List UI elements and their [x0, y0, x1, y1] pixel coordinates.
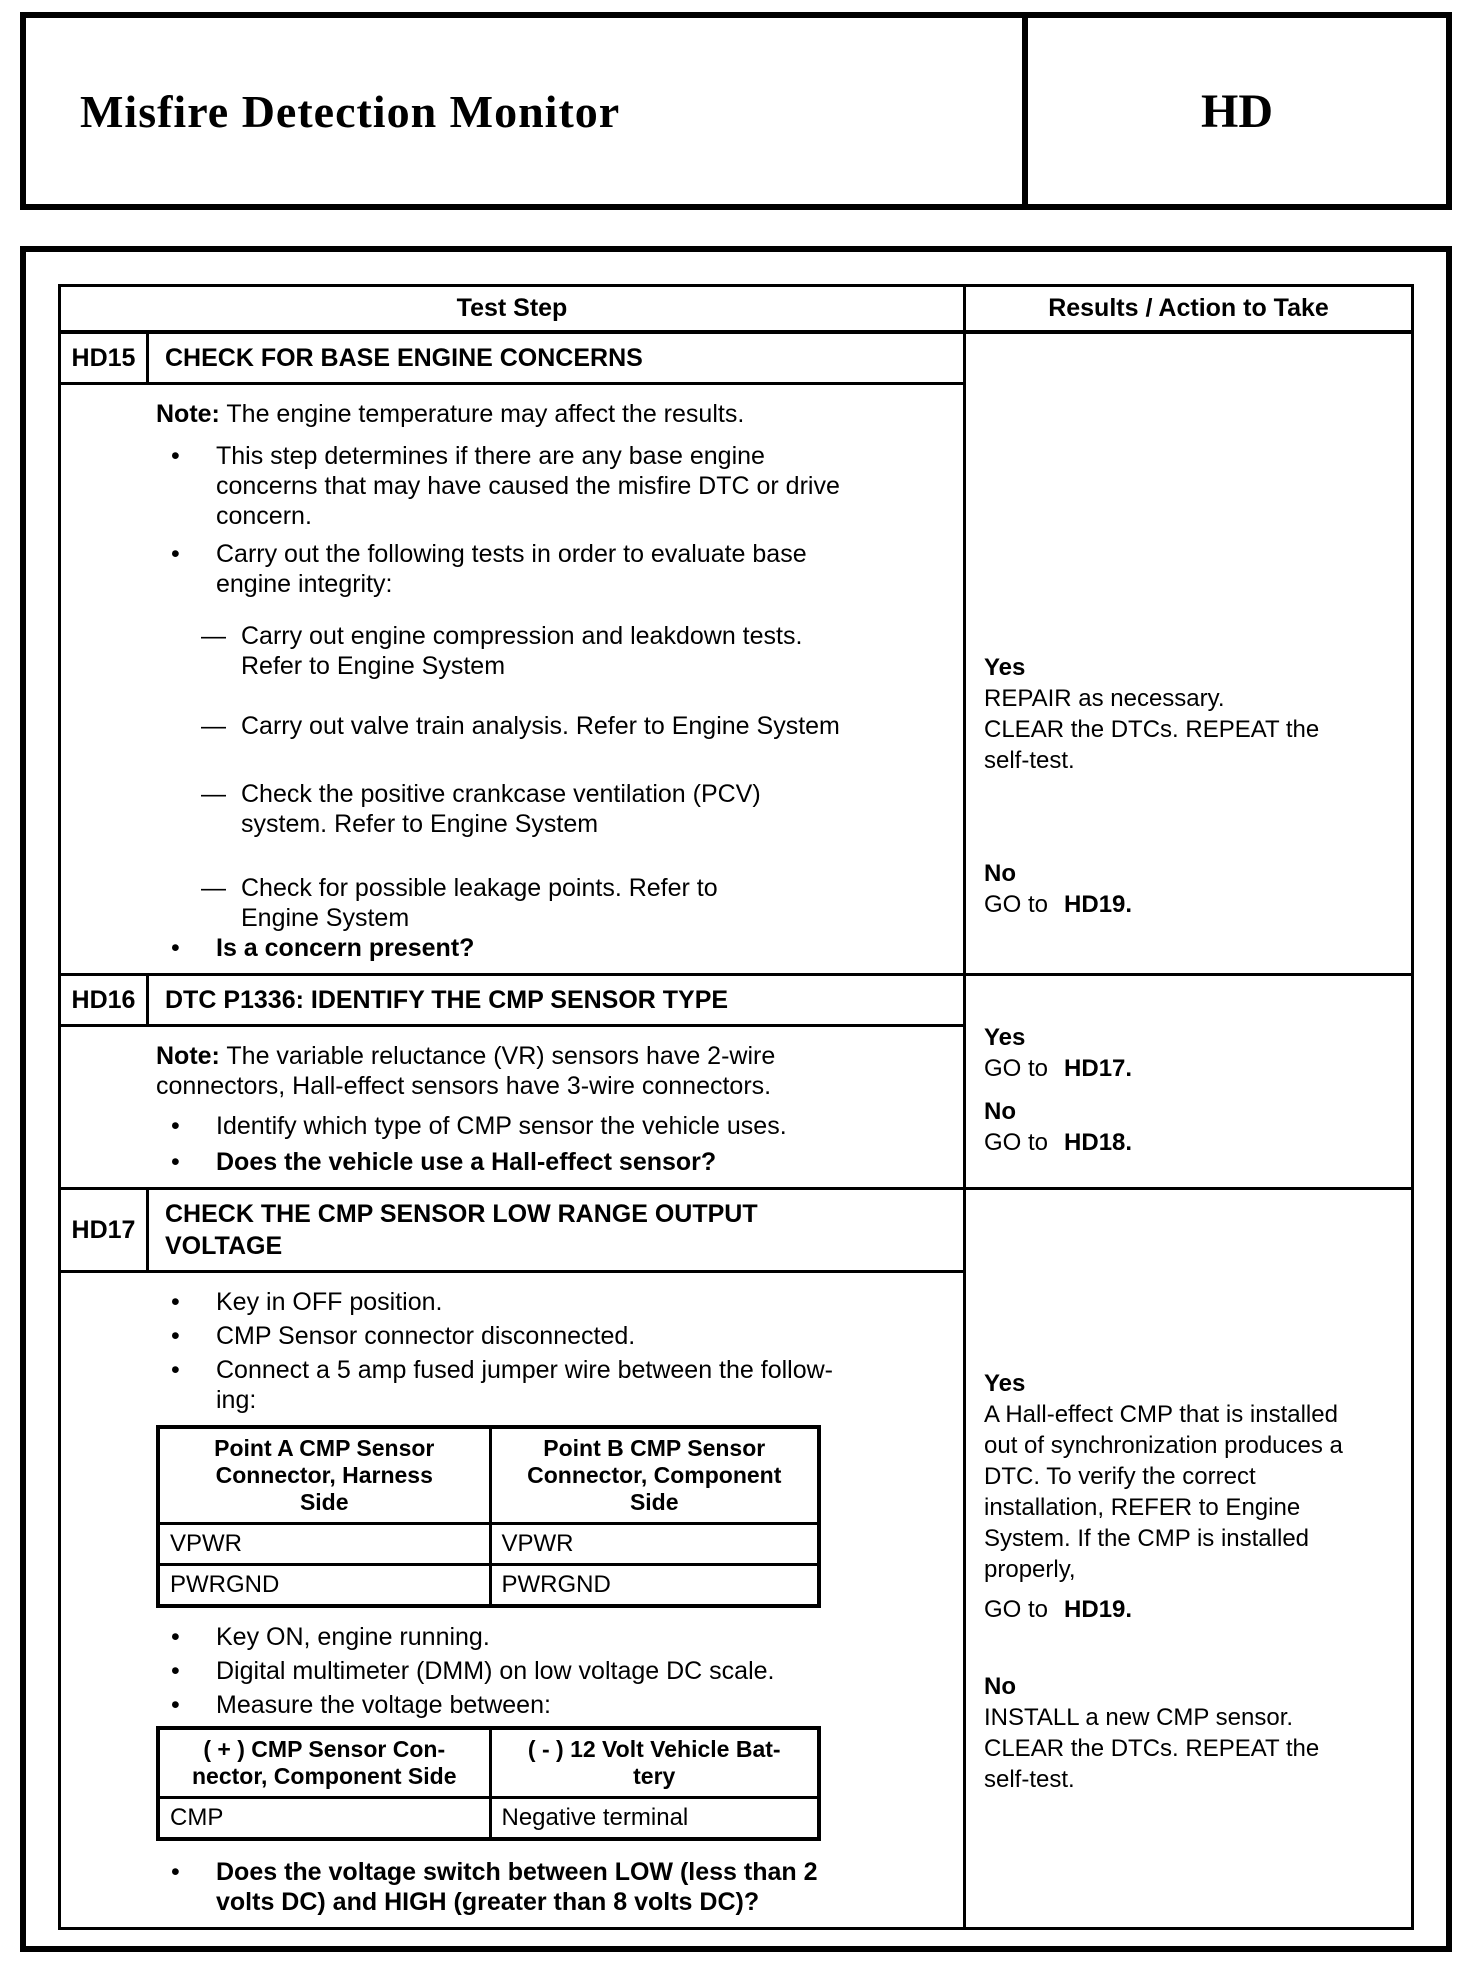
step-title: CHECK FOR BASE ENGINE CONCERNS	[165, 344, 643, 372]
bullet-icon: •	[171, 1858, 180, 1886]
goto-line	[984, 889, 1399, 920]
dash-item: — Carry out engine compression and leakdown tests. Refer to Engine System	[201, 622, 803, 680]
question-text: Does the vehicle use a Hall-effect sensor?	[216, 1148, 717, 1176]
dash-item: — Carry out valve train analysis. Refer to Engine System	[201, 712, 840, 740]
inner-table-header-row	[160, 1730, 817, 1796]
yes-action-line: A Hall-effect CMP that is installed	[984, 1401, 1338, 1428]
dash-icon: —	[201, 622, 226, 650]
bullet-item: • This step determines if there are any base engine concerns that may have caused the misfire DTC or drive concern.	[171, 442, 840, 530]
test-step-cell	[61, 976, 963, 1187]
step-header	[61, 334, 963, 385]
bullet-icon: •	[171, 1288, 180, 1316]
yes-label: Yes	[984, 654, 1026, 681]
question-bullet: • Does the voltage switch between LOW (less than 2 volts DC) and HIGH (greater than 8 volts DC)?	[171, 1858, 818, 1916]
voltage-measure-table	[156, 1726, 821, 1841]
bullet-icon: •	[171, 934, 180, 962]
no-label: No	[984, 860, 1016, 887]
main-frame	[20, 246, 1452, 1952]
column-header-test-step: Test Step	[456, 294, 568, 322]
bullet-item: • Measure the voltage between:	[171, 1691, 551, 1719]
bullet-item: • Carry out the following tests in order to evaluate base engine integrity:	[171, 540, 807, 598]
yes-action-line: properly,	[984, 1556, 1076, 1583]
step-section-hd15	[61, 334, 1411, 973]
yes-action-line: REPAIR as necessary.	[984, 685, 1225, 712]
no-action-line: self-test.	[984, 1766, 1075, 1793]
yes-action-line: System. If the CMP is installed	[984, 1525, 1310, 1552]
test-step-cell	[61, 1190, 963, 1927]
inner-table-cell: Negative terminal	[489, 1799, 818, 1837]
note-text: connectors, Hall-effect sensors have 3-wire connectors.	[156, 1072, 772, 1100]
dash-icon: —	[201, 874, 226, 902]
jumper-wire-table	[156, 1425, 821, 1608]
inner-table-row	[160, 1522, 817, 1563]
page-header	[20, 12, 1452, 210]
note	[156, 1041, 896, 1101]
no-label: No	[984, 1673, 1016, 1700]
step-body	[61, 1027, 963, 1187]
note-label: Note:	[156, 1042, 220, 1070]
column-header-results: Results / Action to Take	[963, 287, 1411, 330]
dash-item: — Check for possible leakage points. Refer to Engine System	[201, 874, 718, 932]
test-step-cell	[61, 334, 963, 973]
inner-table-header-cell: ( + ) CMP Sensor Con- nector, Component Side	[191, 1736, 457, 1789]
no-label: No	[984, 1098, 1016, 1125]
question-bullet	[171, 1147, 957, 1177]
inner-table-header-cell: Point A CMP Sensor Connector, Harness Side	[214, 1435, 435, 1515]
goto-target: HD17.	[1064, 1055, 1133, 1082]
yes-action-line: installation, REFER to Engine	[984, 1494, 1301, 1521]
page-header-title-cell	[26, 18, 1022, 204]
inner-table-row	[160, 1563, 817, 1604]
goto-line	[984, 1127, 1399, 1158]
note	[156, 399, 896, 429]
goto-target: HD18.	[1064, 1129, 1133, 1156]
goto-prefix: GO to	[984, 1129, 1049, 1156]
dash-icon: —	[201, 712, 226, 740]
goto-line	[984, 1594, 1399, 1625]
step-body	[61, 385, 963, 973]
goto-line	[984, 1053, 1399, 1084]
question-text: Is a concern present?	[216, 934, 475, 962]
yes-label: Yes	[984, 1370, 1026, 1397]
dash-item: — Check the positive crankcase ventilation (PCV) system. Refer to Engine System	[201, 780, 761, 838]
page-title: Misfire Detection Monitor	[80, 85, 621, 137]
step-title-line: VOLTAGE	[165, 1232, 283, 1260]
bullet-icon: •	[171, 1148, 180, 1176]
table-header-row	[61, 287, 1411, 334]
step-id: HD15	[61, 334, 149, 382]
bullet-icon: •	[171, 1112, 180, 1140]
inner-table-cell: VPWR	[170, 1530, 242, 1557]
goto-target: HD19.	[1064, 891, 1133, 918]
step-section-hd17	[61, 1187, 1411, 1927]
step-id: HD16	[61, 976, 149, 1024]
results-cell	[963, 334, 1411, 973]
goto-prefix: GO to	[984, 891, 1049, 918]
dash-icon: —	[201, 780, 226, 808]
step-id: HD17	[61, 1190, 149, 1270]
results-cell	[963, 1190, 1411, 1927]
yes-action-line: self-test.	[984, 747, 1075, 774]
goto-prefix: GO to	[984, 1596, 1049, 1623]
note-label: Note:	[156, 400, 220, 428]
goto-target: HD19.	[1064, 1596, 1133, 1623]
inner-table-row	[160, 1796, 817, 1837]
bullet-icon: •	[171, 540, 180, 568]
inner-table-header-cell: ( - ) 12 Volt Vehicle Bat- tery	[489, 1730, 818, 1796]
bullet-item: • Digital multimeter (DMM) on low voltage DC scale.	[171, 1657, 775, 1685]
bullet-item: • Key ON, engine running.	[171, 1623, 490, 1651]
bullet-icon: •	[171, 1657, 180, 1685]
inner-table-header-row	[160, 1429, 817, 1522]
inner-table-cell: CMP	[170, 1804, 224, 1831]
yes-action-line: out of synchronization produces a	[984, 1432, 1343, 1459]
note-text: The variable reluctance (VR) sensors have 2-wire	[226, 1042, 776, 1070]
yes-action-line: DTC. To verify the correct	[984, 1463, 1256, 1490]
step-title: DTC P1336: IDENTIFY THE CMP SENSOR TYPE	[165, 986, 729, 1014]
bullet-icon: •	[171, 1322, 180, 1350]
pinpoint-test-table	[58, 284, 1414, 1930]
inner-table-header-cell: Point B CMP Sensor Connector, Component Side	[489, 1429, 818, 1522]
question-bullet	[171, 933, 957, 963]
bullet-item: • Connect a 5 amp fused jumper wire between the follow- ing:	[171, 1356, 833, 1414]
bullet-icon: •	[171, 1691, 180, 1719]
step-title-line: CHECK THE CMP SENSOR LOW RANGE OUTPUT	[165, 1200, 758, 1228]
yes-label: Yes	[984, 1024, 1026, 1051]
no-action-line: CLEAR the DTCs. REPEAT the	[984, 1735, 1320, 1762]
inner-table-cell: PWRGND	[489, 1566, 818, 1604]
bullet-icon: •	[171, 442, 180, 470]
inner-table-cell: VPWR	[489, 1525, 818, 1563]
no-action-line: INSTALL a new CMP sensor.	[984, 1704, 1294, 1731]
bullet-item: • Identify which type of CMP sensor the vehicle uses.	[171, 1112, 787, 1140]
note-text: The engine temperature may affect the results.	[226, 400, 745, 428]
bullet-icon: •	[171, 1356, 180, 1384]
results-cell	[963, 976, 1411, 1187]
bullet-item: • Key in OFF position.	[171, 1288, 443, 1316]
step-header	[61, 976, 963, 1027]
step-section-hd16	[61, 973, 1411, 1187]
section-code: HD	[1201, 84, 1273, 138]
inner-table-cell: PWRGND	[170, 1571, 280, 1598]
yes-action-line: CLEAR the DTCs. REPEAT the	[984, 716, 1320, 743]
goto-prefix: GO to	[984, 1055, 1049, 1082]
step-body	[61, 1273, 963, 1927]
step-header	[61, 1190, 963, 1273]
page-header-code-cell	[1022, 18, 1446, 204]
bullet-item: • CMP Sensor connector disconnected.	[171, 1322, 636, 1350]
bullet-icon: •	[171, 1623, 180, 1651]
